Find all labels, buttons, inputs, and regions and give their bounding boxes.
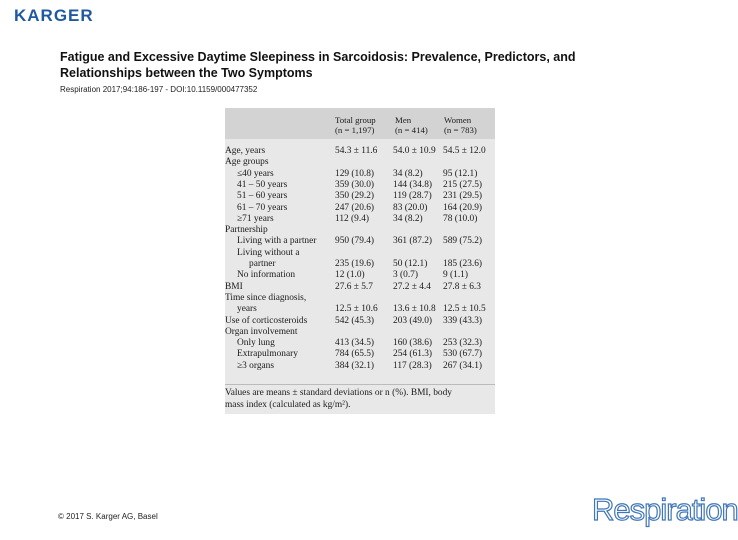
cell-total: 12.5 ± 10.6 (335, 304, 378, 315)
demographics-table (225, 108, 495, 414)
row-label: 61 – 70 years (237, 202, 288, 213)
cell-men: 54.0 ± 10.9 (393, 146, 436, 156)
row-label: Age groups (225, 157, 269, 168)
row-label: 41 – 50 years (237, 179, 288, 190)
row-label: Living without a (237, 247, 300, 258)
cell-total: 542 (45.3) (335, 315, 375, 326)
cell-men: 117 (28.3) (393, 360, 432, 371)
row-label: BMI (225, 281, 243, 292)
table-row (225, 214, 495, 225)
row-label: ≥71 years (237, 213, 274, 224)
table-row (225, 203, 495, 214)
table-row (225, 316, 495, 327)
cell-men: 3 (0.7) (393, 270, 418, 281)
cell-total: 235 (19.6) (335, 259, 375, 269)
row-label: Partnership (225, 225, 268, 236)
title-line-2: Relationships between the Two Symptoms (60, 66, 313, 80)
cell-total: 112 (9.4) (335, 213, 370, 224)
header-women: Women (n = 783) (444, 115, 477, 135)
karger-logo: KARGER (14, 6, 94, 25)
header-men: Men (n = 414) (395, 115, 428, 135)
table-row (225, 338, 495, 349)
cell-men: 119 (28.7) (393, 191, 432, 202)
cell-women: 530 (67.7) (443, 349, 483, 360)
header-total-group: Total group (n = 1,197) (335, 115, 376, 135)
cell-total: 12 (1.0) (335, 270, 365, 281)
table-row (225, 248, 495, 259)
cell-women: 267 (34.1) (443, 360, 483, 371)
cell-women: 9 (1.1) (443, 270, 468, 281)
table-footnote: Values are means ± standard deviations or n (%). BMI, body mass index (calculated as kg/m²). (225, 384, 495, 411)
row-label: Living with a partner (237, 236, 317, 247)
row-label: Time since diagnosis, (225, 292, 307, 303)
cell-men: 50 (12.1) (393, 259, 428, 269)
cell-women: 164 (20.9) (443, 202, 483, 213)
citation: Respiration 2017;94:186-197 - DOI:10.1159/000477352 (60, 85, 258, 94)
cell-total: 359 (30.0) (335, 179, 375, 190)
title-line-1: Fatigue and Excessive Daytime Sleepiness in Sarcoidosis: Prevalence, Predictors, and (60, 50, 576, 64)
cell-total: 129 (10.8) (335, 168, 375, 179)
row-label: Age, years (225, 146, 266, 156)
table-row (225, 146, 495, 157)
table-header (225, 108, 495, 139)
cell-women: 185 (23.6) (443, 259, 483, 269)
cell-men: 13.6 ± 10.8 (393, 304, 436, 315)
row-label: Use of corticosteroids (225, 315, 308, 326)
cell-total: 27.6 ± 5.7 (335, 281, 373, 292)
row-label: years (237, 304, 257, 315)
table-row (225, 225, 495, 236)
row-label: 51 – 60 years (237, 191, 288, 202)
table-row (225, 349, 495, 360)
article-title (60, 49, 680, 81)
table-row (225, 157, 495, 168)
cell-total: 54.3 ± 11.6 (335, 146, 378, 156)
cell-women: 54.5 ± 12.0 (443, 146, 486, 156)
table-row (225, 169, 495, 180)
row-label: No information (237, 270, 296, 281)
cell-men: 144 (34.8) (393, 179, 433, 190)
table-row (225, 304, 495, 315)
cell-women: 78 (10.0) (443, 213, 478, 224)
cell-women: 231 (29.5) (443, 191, 483, 202)
cell-women: 12.5 ± 10.5 (443, 304, 486, 315)
row-label: ≤40 years (237, 168, 274, 179)
cell-women: 339 (43.3) (443, 315, 483, 326)
cell-men: 254 (61.3) (393, 349, 433, 360)
table-row (225, 191, 495, 202)
cell-women: 215 (27.5) (443, 179, 483, 190)
cell-total: 247 (20.6) (335, 202, 375, 213)
cell-men: 361 (87.2) (393, 236, 433, 247)
table-row (225, 270, 495, 281)
cell-men: 160 (38.6) (393, 338, 433, 349)
row-label: Only lung (237, 338, 275, 349)
table-row (225, 293, 495, 304)
row-label: Organ involvement (225, 326, 298, 337)
cell-total: 784 (65.5) (335, 349, 375, 360)
table-row (225, 282, 495, 293)
cell-men: 203 (49.0) (393, 315, 433, 326)
table-row (225, 236, 495, 247)
cell-women: 253 (32.3) (443, 338, 483, 349)
cell-total: 413 (34.5) (335, 338, 375, 349)
cell-total: 350 (29.2) (335, 191, 375, 202)
table-row (225, 361, 495, 372)
row-label: partner (249, 259, 276, 269)
cell-men: 34 (8.2) (393, 213, 423, 224)
respiration-journal-logo: Respiration (592, 492, 738, 527)
cell-men: 34 (8.2) (393, 168, 423, 179)
row-label: Extrapulmonary (237, 349, 298, 360)
table-row (225, 327, 495, 338)
cell-men: 83 (20.0) (393, 202, 428, 213)
copyright-notice: © 2017 S. Karger AG, Basel (58, 512, 158, 521)
cell-men: 27.2 ± 4.4 (393, 281, 431, 292)
table-row (225, 180, 495, 191)
row-label: ≥3 organs (237, 360, 275, 371)
table-row (225, 259, 495, 270)
cell-women: 95 (12.1) (443, 168, 478, 179)
cell-women: 27.8 ± 6.3 (443, 281, 481, 292)
cell-women: 589 (75.2) (443, 236, 483, 247)
cell-total: 950 (79.4) (335, 236, 375, 247)
cell-total: 384 (32.1) (335, 360, 375, 371)
